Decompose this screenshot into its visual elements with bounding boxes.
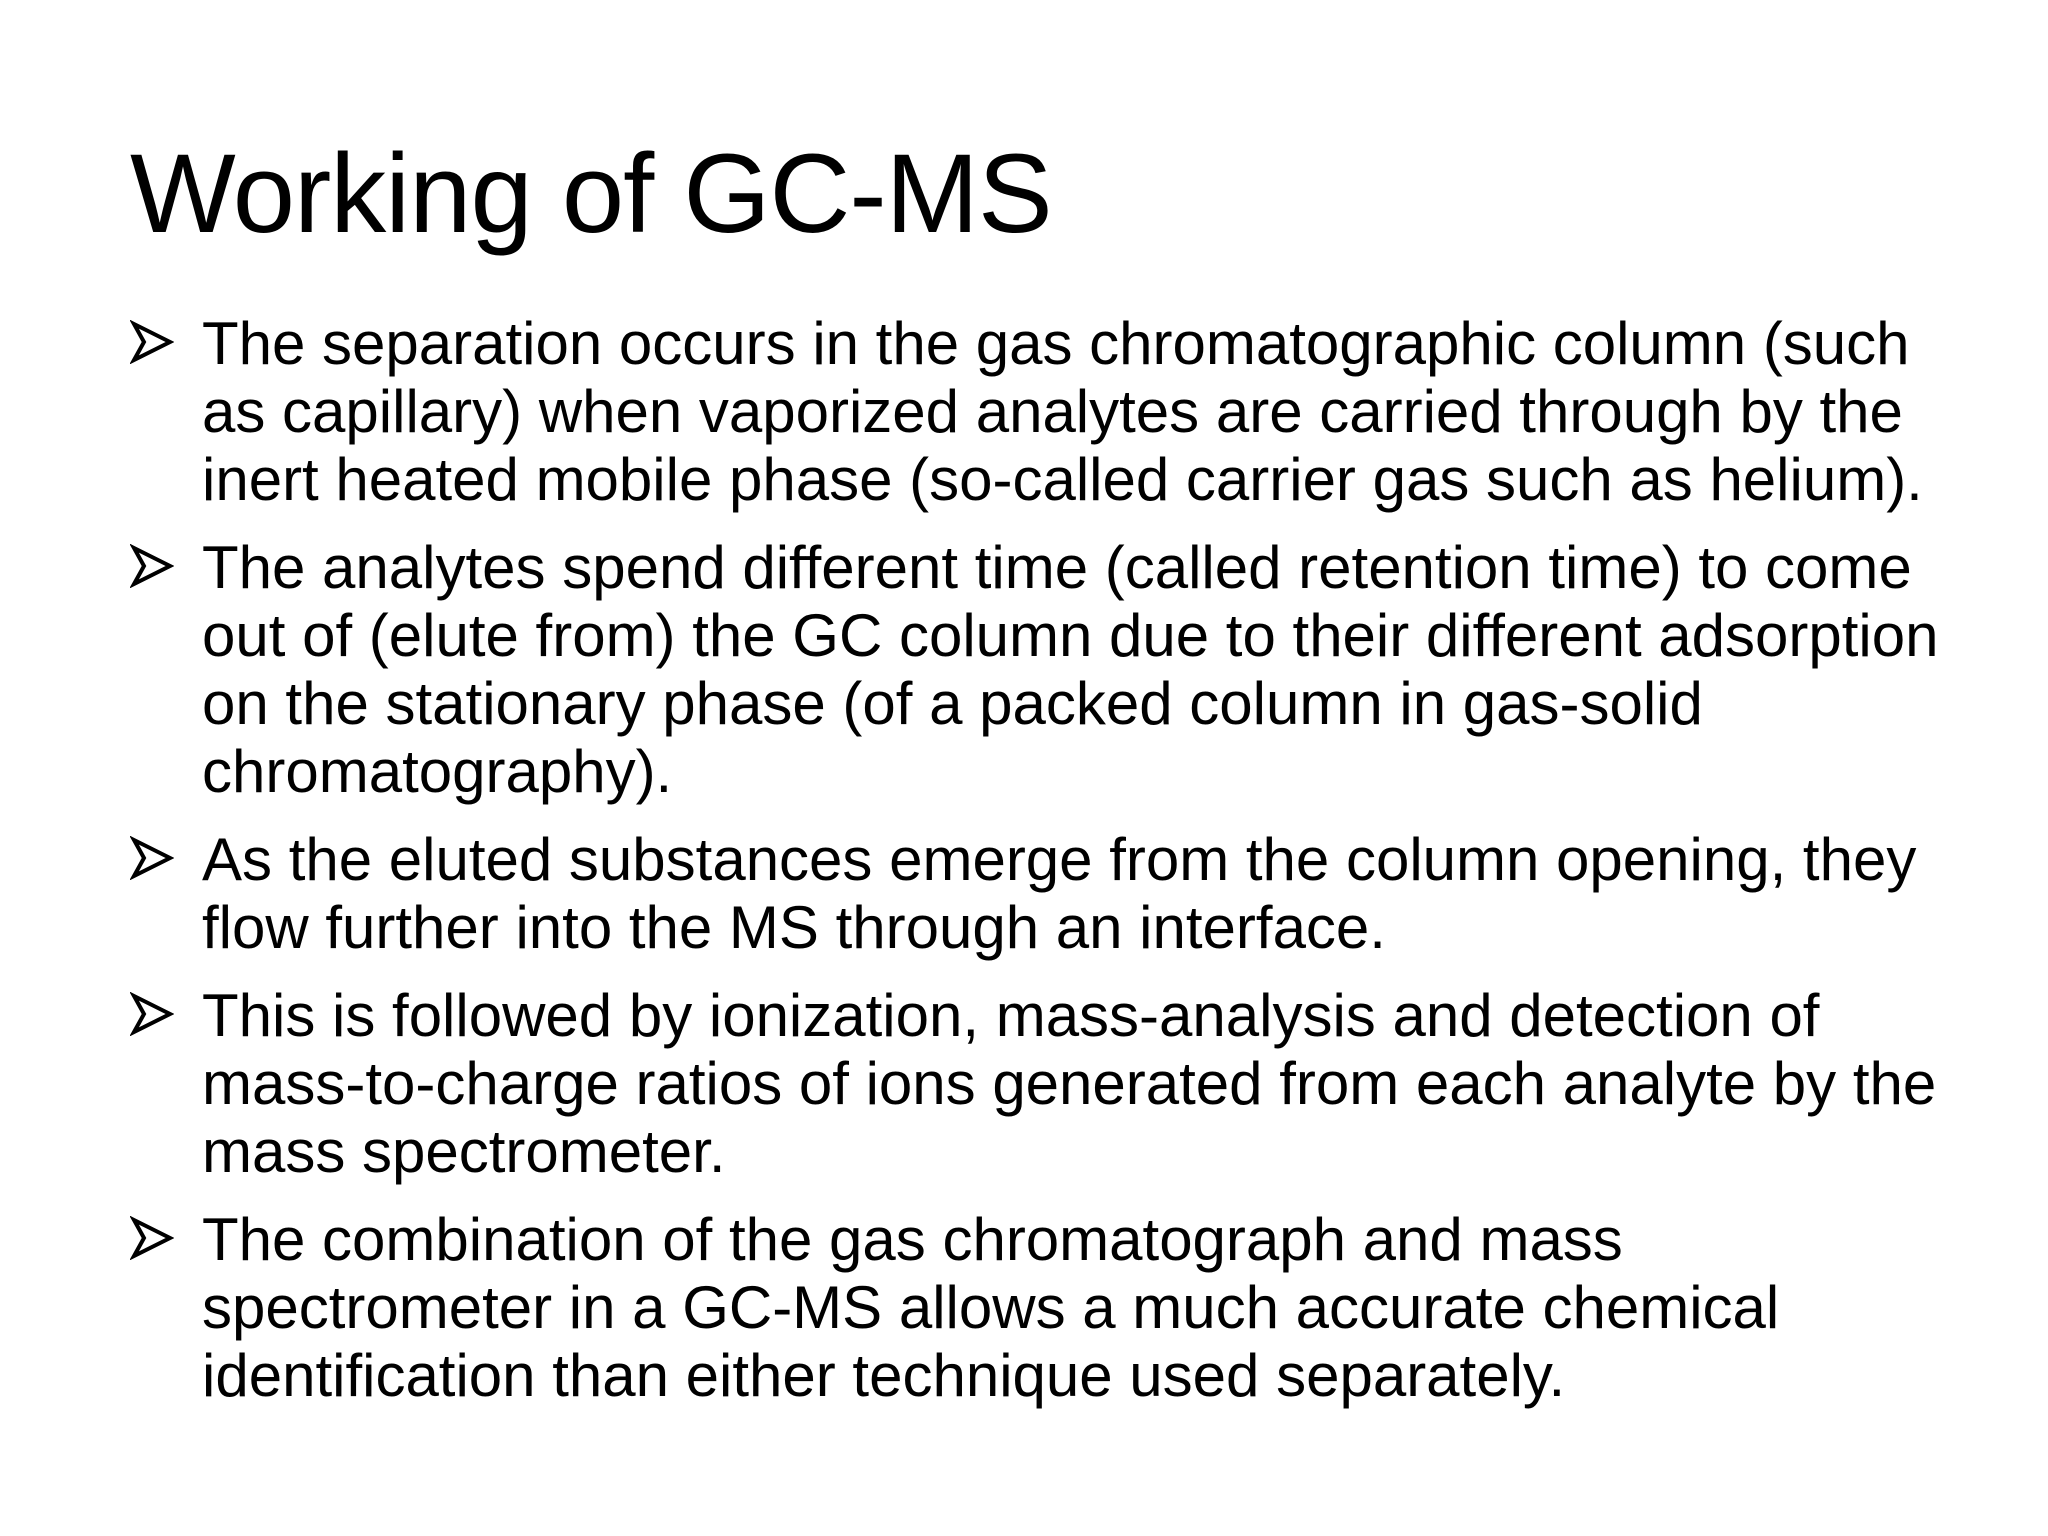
bullet-text: The separation occurs in the gas chromatographic column (such as capillary) when vaporized analytes are carried through by the inert heated mobile phase (so-called carrier gas such as helium). — [202, 310, 1923, 513]
slide-title: Working of GC-MS — [130, 131, 1052, 256]
bullet-item — [130, 1206, 1950, 1410]
arrowhead-bullet-icon — [130, 1216, 174, 1260]
bullet-item — [130, 310, 1950, 514]
bullet-item — [130, 982, 1950, 1186]
arrowhead-bullet-icon — [130, 320, 174, 364]
arrowhead-bullet-icon — [130, 544, 174, 588]
bullet-list — [130, 310, 1950, 1430]
bullet-item — [130, 826, 1950, 962]
bullet-text: The combination of the gas chromatograph and mass spectrometer in a GC-MS allows a much accurate chemical identification than either technique used separately. — [202, 1206, 1780, 1409]
arrowhead-bullet-icon — [130, 836, 174, 880]
bullet-text: The analytes spend different time (called retention time) to come out of (elute from) the GC column due to their different adsorption on the stationary phase (of a packed column in gas-solid chromatography). — [202, 534, 1939, 805]
bullet-text: This is followed by ionization, mass-analysis and detection of mass-to-charge ratios of ions generated from each analyte by the mass spectrometer. — [202, 982, 1937, 1185]
bullet-text: As the eluted substances emerge from the column opening, they flow further into the MS through an interface. — [202, 826, 1917, 961]
bullet-item — [130, 534, 1950, 806]
arrowhead-bullet-icon — [130, 992, 174, 1036]
